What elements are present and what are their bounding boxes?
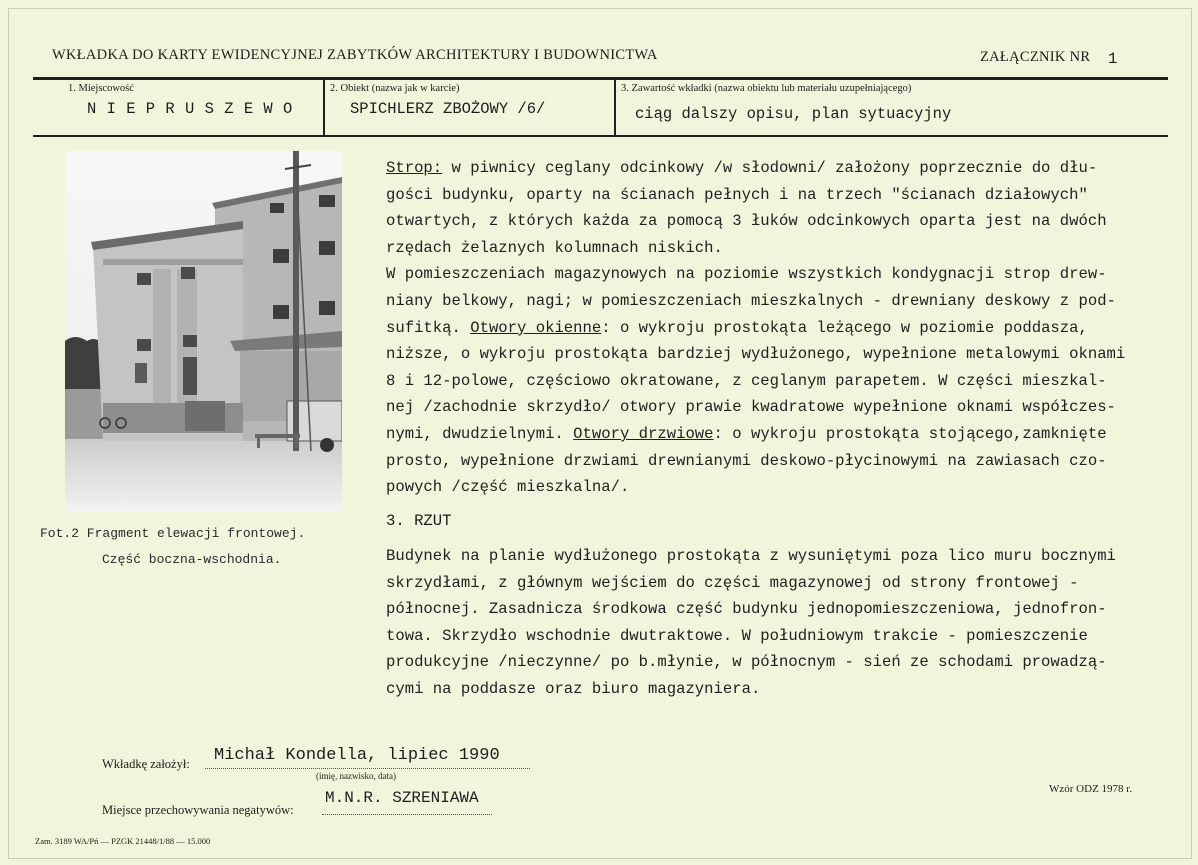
plan-heading: 3. RZUT <box>386 512 452 530</box>
founder-value: Michał Kondella, lipiec 1990 <box>214 746 500 765</box>
plan-line-3: północnej. Zasadnicza środkowa część budynku jednopomieszczeniowa, jednofron- <box>386 600 1107 619</box>
object-label: 2. Obiekt (nazwa jak w karcie) <box>330 83 460 94</box>
description-line-11-start: nymi, dwudzielnymi. <box>386 424 574 443</box>
description-line-7-rest: : o wykroju prostokąta leżącego w poziomie poddasza, <box>601 318 1088 337</box>
header-bottom-rule <box>33 135 1168 137</box>
plan-line-6: cymi na poddasze oraz biuro magazyniera. <box>386 679 761 698</box>
founder-dotted-line <box>205 768 530 769</box>
description-line-10: nej /zachodnie skrzydło/ otwory prawie kwadratowe wypełnione oknami współczes- <box>386 398 1116 417</box>
plan-text <box>386 543 1186 703</box>
object-value: SPICHLERZ ZBOŻOWY /6/ <box>350 100 546 118</box>
content-label: 3. Zawartość wkładki (nazwa obiektu lub materiału uzupełniającego) <box>621 83 912 94</box>
plan-line-4: towa. Skrzydło wschodnie dwutraktowe. W południowym trakcie - pomieszczenie <box>386 626 1088 645</box>
storage-value: M.N.R. SZRENIAWA <box>325 789 479 807</box>
description-line-3: otwartych, z których każda za pomocą 3 łuków odcinkowych oparta jest na dwóch <box>386 212 1107 231</box>
description-line-9: 8 i 12-polowe, częściowo okratowane, z ceglanym parapetem. W części mieszkal- <box>386 371 1107 390</box>
storage-label: Miejsce przechowywania negatywów: <box>102 803 294 817</box>
attachment-label: ZAŁĄCZNIK NR <box>980 49 1091 65</box>
description-line-2: gości budynku, oparty na ścianach pełnych i na trzech "ścianach działowych" <box>386 185 1088 204</box>
description-line-7-start: sufitką. <box>386 318 471 337</box>
founder-label: Wkładkę założył: <box>102 757 190 771</box>
attachment-number: 1 <box>1108 50 1118 68</box>
plan-line-2: skrzydłami, z głównym wejściem do części magazynowej od strony frontowej - <box>386 573 1079 592</box>
description-line-8: niższe, o wykroju prostokąta bardziej wydłużonego, wypełnione metalowymi oknami <box>386 345 1126 364</box>
header-divider-2 <box>614 78 616 136</box>
plan-line-1: Budynek na planie wydłużonego prostokąta z wysuniętymi poza lico muru bocznymi <box>386 547 1116 565</box>
founder-hint: (imię, nazwisko, data) <box>316 771 396 781</box>
window-heading: Otwory okienne <box>470 318 602 337</box>
description-line-6: niany belkowy, nagi; w pomieszczeniach mieszkalnych - drewniany deskowy z pod- <box>386 291 1116 310</box>
strop-heading: Strop: <box>386 159 443 177</box>
card-title: WKŁADKA DO KARTY EWIDENCYJNEJ ZABYTKÓW ARCHITEKTURY I BUDOWNICTWA <box>52 47 658 63</box>
building-photo <box>65 151 342 511</box>
description-line-1: w piwnicy ceglany odcinkowy /w słodowni/ założony poprzecznie do dłu- <box>442 159 1098 177</box>
description-line-4: rzędach żelaznych kolumnach niskich. <box>386 238 723 257</box>
content-value: ciąg dalszy opisu, plan sytuacyjny <box>635 105 952 123</box>
header-divider-1 <box>323 78 325 136</box>
door-heading: Otwory drzwiowe <box>573 424 714 443</box>
photo-caption-line2: Część boczna-wschodnia. <box>102 552 282 567</box>
granary-building-image <box>65 151 342 511</box>
description-line-12: prosto, wypełnione drzwiami drewnianymi deskowo-płycinowymi na zawiasach czo- <box>386 451 1107 470</box>
form-model: Wzór ODZ 1978 r. <box>1049 783 1133 795</box>
storage-dotted-line <box>322 814 492 815</box>
photo-caption-line1: Fot.2 Fragment elewacji frontowej. <box>40 526 306 541</box>
header-top-rule <box>33 77 1168 80</box>
location-value: N I E P R U S Z E W O <box>87 100 293 118</box>
description-line-13: powych /część mieszkalna/. <box>386 478 630 497</box>
description-line-5: W pomieszczeniach magazynowych na poziomie wszystkich kondygnacji strop drew- <box>386 265 1107 284</box>
description-line-11-rest: : o wykroju prostokąta stojącego,zamknięte <box>713 424 1107 443</box>
print-info: Zam. 3189 WA/Pń — PZGK 21448/1/88 — 15.000 <box>35 836 211 846</box>
location-label: 1. Miejscowość <box>68 83 134 94</box>
plan-line-5: produkcyjne /nieczynne/ po b.młynie, w północnym - sień ze schodami prowadzą- <box>386 653 1107 672</box>
description-text <box>386 155 1186 501</box>
